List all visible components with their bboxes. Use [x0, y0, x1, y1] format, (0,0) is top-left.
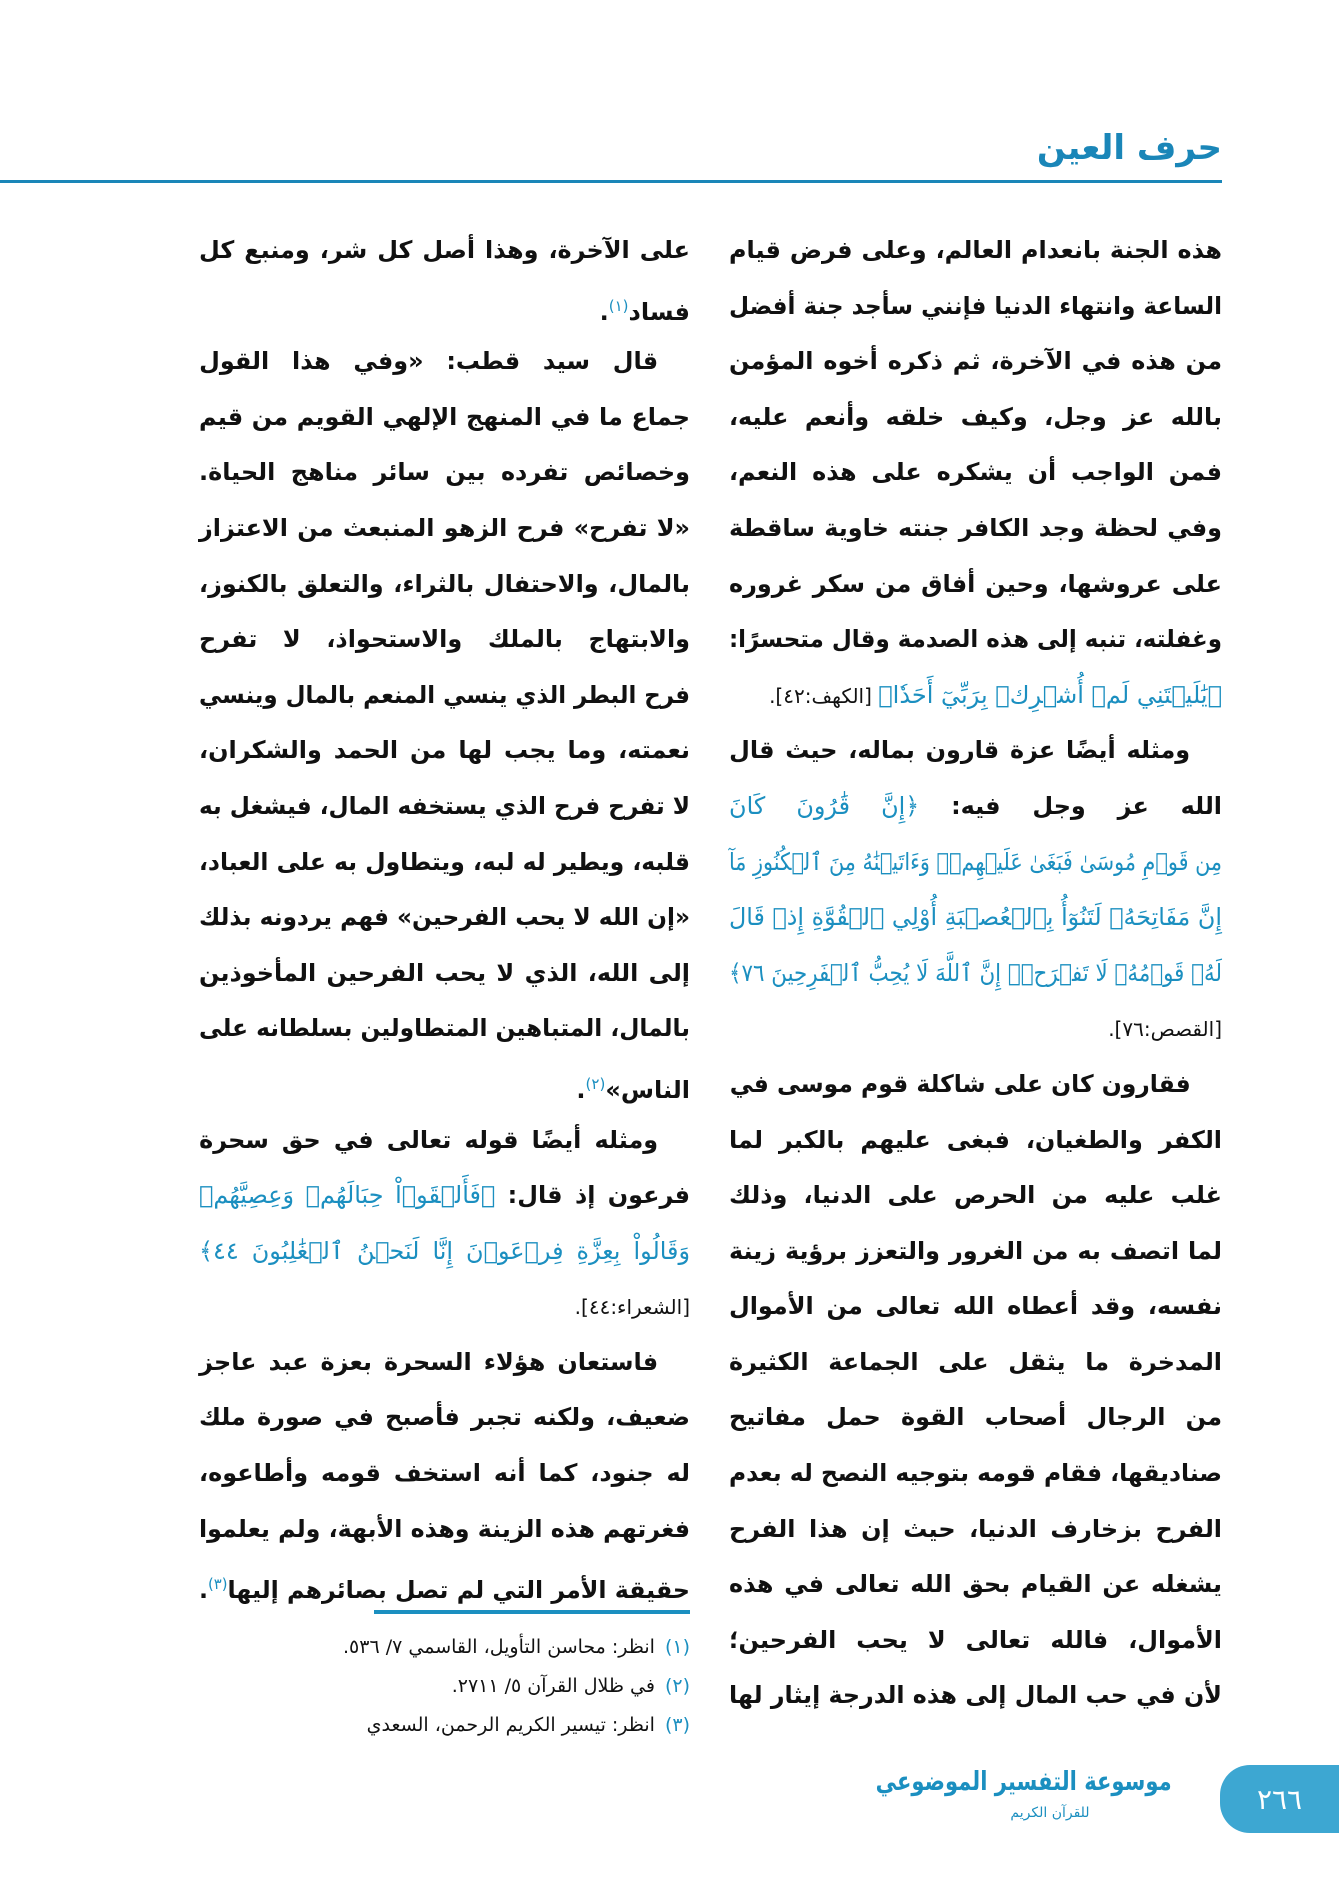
- text-line: [729, 223, 1222, 279]
- body-text: فقارون كان على شاكلة قوم موسى في: [729, 1069, 1191, 1098]
- body-text: يشغله عن القيام بحق الله تعالى في هذه: [728, 1570, 1222, 1599]
- footnote-marker: (٢): [585, 1074, 606, 1093]
- footnote-number: (٣): [664, 1714, 690, 1736]
- text-line: [197, 279, 690, 335]
- quran-verse: ﴿يَٰلَيۡتَنِي لَمۡ أُشۡرِكۡ بِرَبِّيٓ أَحَدٗا﴾: [878, 680, 1222, 709]
- text-line: [199, 557, 690, 613]
- text-line: [729, 334, 1222, 390]
- body-text: الفرح بزخارف الدنيا، حيث إن هذا الفرح: [728, 1514, 1222, 1543]
- body-text: وخصائص تفرده بين سائر مناهج الحياة.: [199, 458, 690, 487]
- verse-reference: [الكهف:٤٢].: [769, 683, 879, 708]
- text-line: [729, 1057, 1222, 1113]
- text-line: [729, 1113, 1222, 1169]
- text-line: [199, 334, 690, 390]
- section-title: حرف العين: [1036, 128, 1222, 168]
- page-number: ٢٦٦: [1256, 1782, 1303, 1816]
- verse-reference: [القصص:٧٦].: [1108, 1017, 1222, 1042]
- text-line: [729, 779, 1222, 835]
- body-text: فاستعان هؤلاء السحرة بعزة عبد عاجز: [199, 1347, 659, 1376]
- text-line: [727, 668, 1222, 724]
- page-number-badge: [1220, 1765, 1339, 1833]
- body-text: فرعون إذ قال:: [495, 1181, 691, 1210]
- body-text: إلى الله، الذي لا يحب الفرحين المأخوذين: [199, 958, 690, 987]
- quran-verse: مِن قَوۡمِ مُوسَىٰ فَبَغَىٰ عَلَيۡهِمۡۖ وَءَاتَيۡنَٰهُ مِنَ ٱلۡكُنُوزِ مَآ: [728, 847, 1222, 876]
- footnote-number: (٢): [664, 1675, 690, 1697]
- body-text: ومثله أيضًا عزة قارون بماله، حيث قال: [729, 736, 1191, 765]
- verse-reference: [الشعراء:٤٤].: [574, 1295, 690, 1320]
- body-text: صناديقها، فقام قومه بتوجيه النصح له بعدم: [728, 1459, 1222, 1488]
- left-text-column: [197, 223, 690, 1613]
- body-text: فغرتهم هذه الزينة وهذه الأبهة، ولم يعلموا: [199, 1514, 690, 1543]
- text-line: [729, 390, 1222, 446]
- body-text: قال سيد قطب: «وفي هذا القول: [199, 347, 659, 376]
- quran-verse: ﴿إِنَّ قَٰرُونَ كَانَ: [729, 791, 920, 820]
- footnote-text: انظر: تيسير الكريم الرحمن، السعدي: [366, 1714, 655, 1736]
- body-text: لما اتصف به من الغرور والتعزز برؤية زينة: [728, 1236, 1222, 1265]
- text-line: [199, 445, 690, 501]
- text-line: [729, 1557, 1222, 1613]
- text-line: [729, 1279, 1222, 1335]
- text-line: [728, 612, 1222, 668]
- text-line: [199, 223, 690, 279]
- body-text: ضعيف، ولكنه تجبر فأصبح في صورة ملك: [199, 1403, 690, 1432]
- body-text: .: [599, 297, 609, 326]
- body-text: وغفلته، تنبه إلى هذه الصدمة وقال متحسرًا:: [728, 625, 1222, 654]
- text-line: [728, 1446, 1222, 1502]
- body-text: نفسه، وقد أعطاه الله تعالى من الأموال: [728, 1292, 1222, 1321]
- body-text: فمن الواجب أن يشكره على هذه النعم،: [728, 458, 1222, 487]
- text-line: [728, 890, 1222, 946]
- text-line: [729, 1502, 1222, 1558]
- body-text: على عروشها، وحين أفاق من سكر غروره: [728, 569, 1222, 598]
- body-text: الله عز وجل فيه:: [919, 791, 1223, 820]
- text-line: [729, 501, 1222, 557]
- body-text: وفي لحظة وجد الكافر جنته خاوية ساقطة: [728, 513, 1222, 542]
- text-line: [199, 668, 691, 724]
- body-text: الساعة وانتهاء الدنيا فإنني سأجد جنة أفضل: [728, 291, 1222, 320]
- text-line: [729, 1613, 1222, 1669]
- body-text: جماع ما في المنهج الإلهي القويم من قيم: [199, 402, 690, 431]
- quran-verse: إِنَّ مَفَاتِحَهُۥ لَتَنُوٓأُ بِٱلۡعُصۡبَةِ أُوْلِي ٱلۡقُوَّةِ إِذۡ قَالَ: [728, 903, 1222, 932]
- text-line: [729, 946, 1222, 1002]
- footnote-separator: [374, 1610, 690, 1614]
- text-line: [199, 1113, 690, 1169]
- text-line: [199, 612, 690, 668]
- text-line: [197, 1057, 690, 1113]
- text-line: [199, 501, 690, 557]
- text-line: [199, 390, 690, 446]
- quran-verse: ﴿فَأَلۡقَوۡاْ حِبَالَهُمۡ وَعِصِيَّهُمۡ: [199, 1181, 496, 1210]
- text-line: [729, 445, 1222, 501]
- body-text: لا تفرح فرح الذي يستخفه المال، فيشغل به: [199, 791, 690, 820]
- quran-verse: لَهُۥ قَوۡمُهُۥ لَا تَفۡرَحۡۖ إِنَّ ٱللَّهَ لَا يُحِبُّ ٱلۡفَرِحِينَ ٧٦﴾: [729, 958, 1222, 987]
- logo-subtitle: للقرآن الكريم: [1010, 1805, 1090, 1821]
- text-line: [729, 723, 1222, 779]
- body-text: الناس»: [605, 1075, 690, 1104]
- text-line: [199, 1001, 690, 1057]
- right-text-column: [727, 223, 1222, 1724]
- body-text: المدخرة ما يثقل على الجماعة الكثيرة: [728, 1347, 1222, 1376]
- body-text: فساد: [628, 297, 690, 326]
- text-line: [729, 557, 1222, 613]
- text-line: [199, 946, 690, 1002]
- text-line: [199, 1168, 690, 1224]
- body-text: على الآخرة، وهذا أصل كل شر، ومنبع كل: [199, 236, 690, 264]
- footnotes: [197, 1628, 690, 1745]
- body-text: نعمته، وما يجب لها من الحمد والشكران،: [199, 736, 690, 765]
- footnote-text: انظر: محاسن التأويل، القاسمي ٧/ ٥٣٦.: [342, 1636, 655, 1658]
- footnote-number: (١): [664, 1636, 690, 1658]
- footnote: [197, 1628, 690, 1667]
- logo-title: موسوعة التفسير الموضوعي: [875, 1767, 1172, 1797]
- footnote: [197, 1667, 690, 1706]
- body-text: والابتهاج بالملك والاستحواذ، لا تفرح: [199, 625, 690, 654]
- header-divider: [0, 180, 1222, 183]
- body-text: من الرجال أصحاب القوة حمل مفاتيح: [728, 1403, 1222, 1432]
- body-text: الكفر والطغيان، فبغى عليهم بالكبر لما: [728, 1125, 1222, 1154]
- body-text: هذه الجنة بانعدام العالم، وعلى فرض قيام: [728, 236, 1222, 264]
- body-text: بالله عز وجل، وكيف خلقه وأنعم عليه،: [728, 402, 1222, 431]
- footnote-text: في ظلال القرآن ٥/ ٢٧١١.: [451, 1675, 655, 1697]
- text-line: [729, 1390, 1222, 1446]
- text-line: [728, 279, 1222, 335]
- text-line: [199, 1502, 690, 1558]
- footnote: [197, 1706, 690, 1745]
- text-line: [728, 835, 1222, 891]
- body-text: ومثله أيضًا قوله تعالى في حق سحرة: [199, 1125, 659, 1154]
- text-line: [199, 723, 690, 779]
- text-line: [729, 1668, 1222, 1724]
- text-line: [199, 779, 690, 835]
- text-line: [729, 1224, 1222, 1280]
- text-line: [199, 1335, 690, 1391]
- body-text: بالمال، المتباهين المتطاولين بسلطانه على: [199, 1014, 690, 1043]
- body-text: بالمال، والاحتفال بالثراء، والتعلق بالكنوز،: [199, 569, 690, 598]
- text-line: [199, 1390, 690, 1446]
- text-line: [197, 1279, 690, 1335]
- body-text: من هذه في الآخرة، ثم ذكره أخوه المؤمن: [728, 347, 1222, 376]
- footnote-marker: (١): [608, 296, 629, 315]
- body-text: حقيقة الأمر التي لم تصل بصائرهم إليها: [227, 1576, 690, 1605]
- body-text: قلبه، ويطير له لبه، ويتطاول به على العباد،: [199, 847, 690, 876]
- text-line: [199, 835, 690, 891]
- body-text: .: [576, 1075, 586, 1104]
- text-line: [727, 1001, 1222, 1057]
- body-text: غلب عليه من الحرص على الدنيا، وذلك: [728, 1181, 1222, 1210]
- text-line: [729, 1335, 1222, 1391]
- body-text: فرح البطر الذي ينسي المنعم بالمال وينسي: [199, 680, 691, 709]
- body-text: «إن الله لا يحب الفرحين» فهم يردونه بذلك: [198, 903, 690, 932]
- text-line: [199, 1446, 690, 1502]
- footnote-marker: (٣): [207, 1575, 228, 1594]
- encyclopedia-logo: [875, 1762, 1200, 1842]
- body-text: «لا تفرح» فرح الزهو المنبعث من الاعتزاز: [199, 513, 690, 542]
- quran-verse: وَقَالُواْ بِعِزَّةِ فِرۡعَوۡنَ إِنَّا لَنَحۡنُ ٱلۡغَٰلِبُونَ ٤٤﴾: [199, 1236, 690, 1265]
- body-text: .: [198, 1576, 208, 1605]
- body-text: الأموال، فالله تعالى لا يحب الفرحين؛: [728, 1625, 1222, 1654]
- body-text: لأن في حب المال إلى هذه الدرجة إيثار لها: [729, 1681, 1222, 1710]
- text-line: [729, 1168, 1222, 1224]
- text-line: [198, 1557, 690, 1613]
- text-line: [198, 890, 690, 946]
- text-line: [199, 1224, 690, 1280]
- body-text: له جنود، كما أنه استخف قومه وأطاعوه،: [199, 1459, 690, 1488]
